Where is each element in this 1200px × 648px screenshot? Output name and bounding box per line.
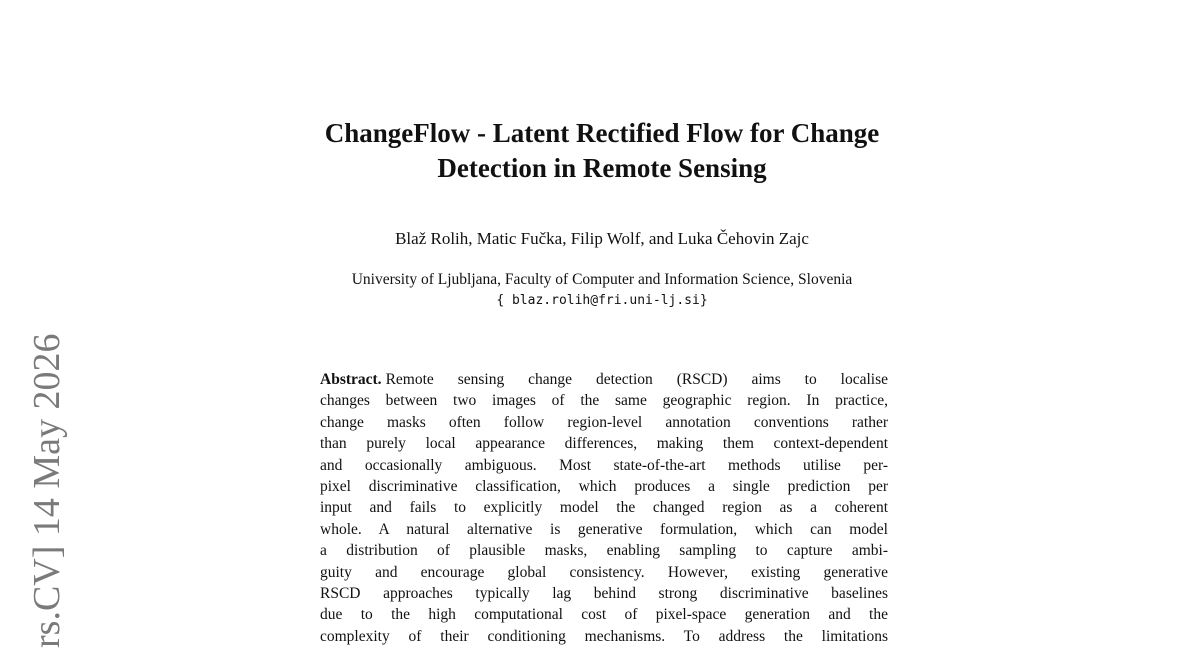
abstract-line: due to the high computational cost of pixel-space generation and the [320, 606, 888, 624]
abstract-line: input and fails to explicitly model the changed region as a coherent [320, 499, 888, 517]
author-list: Blaž Rolih, Matic Fučka, Filip Wolf, and Luka Čehovin Zajc [395, 229, 809, 248]
contact-email: { blaz.rolih@fri.uni-lj.si} [496, 293, 708, 308]
abstract-line: and occasionally ambiguous. Most state-of-the-art methods utilise per- [320, 456, 888, 474]
paper-title [200, 116, 1004, 186]
abstract-line: complexity of their conditioning mechanisms. To address the limitations [320, 627, 888, 645]
abstract [320, 369, 888, 647]
abstract-line: than purely local appearance differences, making them context-dependent [320, 435, 888, 453]
abstract-label: Abstract. [320, 371, 382, 388]
arxiv-side-stamp: rs.CV] 14 May 2026 [26, 333, 68, 648]
abstract-line [320, 369, 888, 390]
abstract-line: a distribution of plausible masks, enabling sampling to capture ambi- [320, 542, 888, 560]
abstract-line: guity and encourage global consistency. However, existing generative [320, 563, 888, 581]
abstract-text: Remote sensing change detection (RSCD) aims to localise [385, 371, 888, 388]
abstract-line: change masks often follow region-level annotation conventions rather [320, 413, 888, 431]
title-line: ChangeFlow - Latent Rectified Flow for Change [324, 118, 880, 148]
abstract-line: changes between two images of the same geographic region. In practice, [320, 392, 888, 410]
abstract-line: pixel discriminative classification, which produces a single prediction per [320, 478, 888, 496]
abstract-line: whole. A natural alternative is generative formulation, which can model [320, 520, 888, 538]
affiliation: University of Ljubljana, Faculty of Computer and Information Science, Slovenia [351, 271, 853, 288]
title-line: Detection in Remote Sensing [437, 153, 767, 183]
abstract-line: RSCD approaches typically lag behind strong discriminative baselines [320, 585, 888, 603]
